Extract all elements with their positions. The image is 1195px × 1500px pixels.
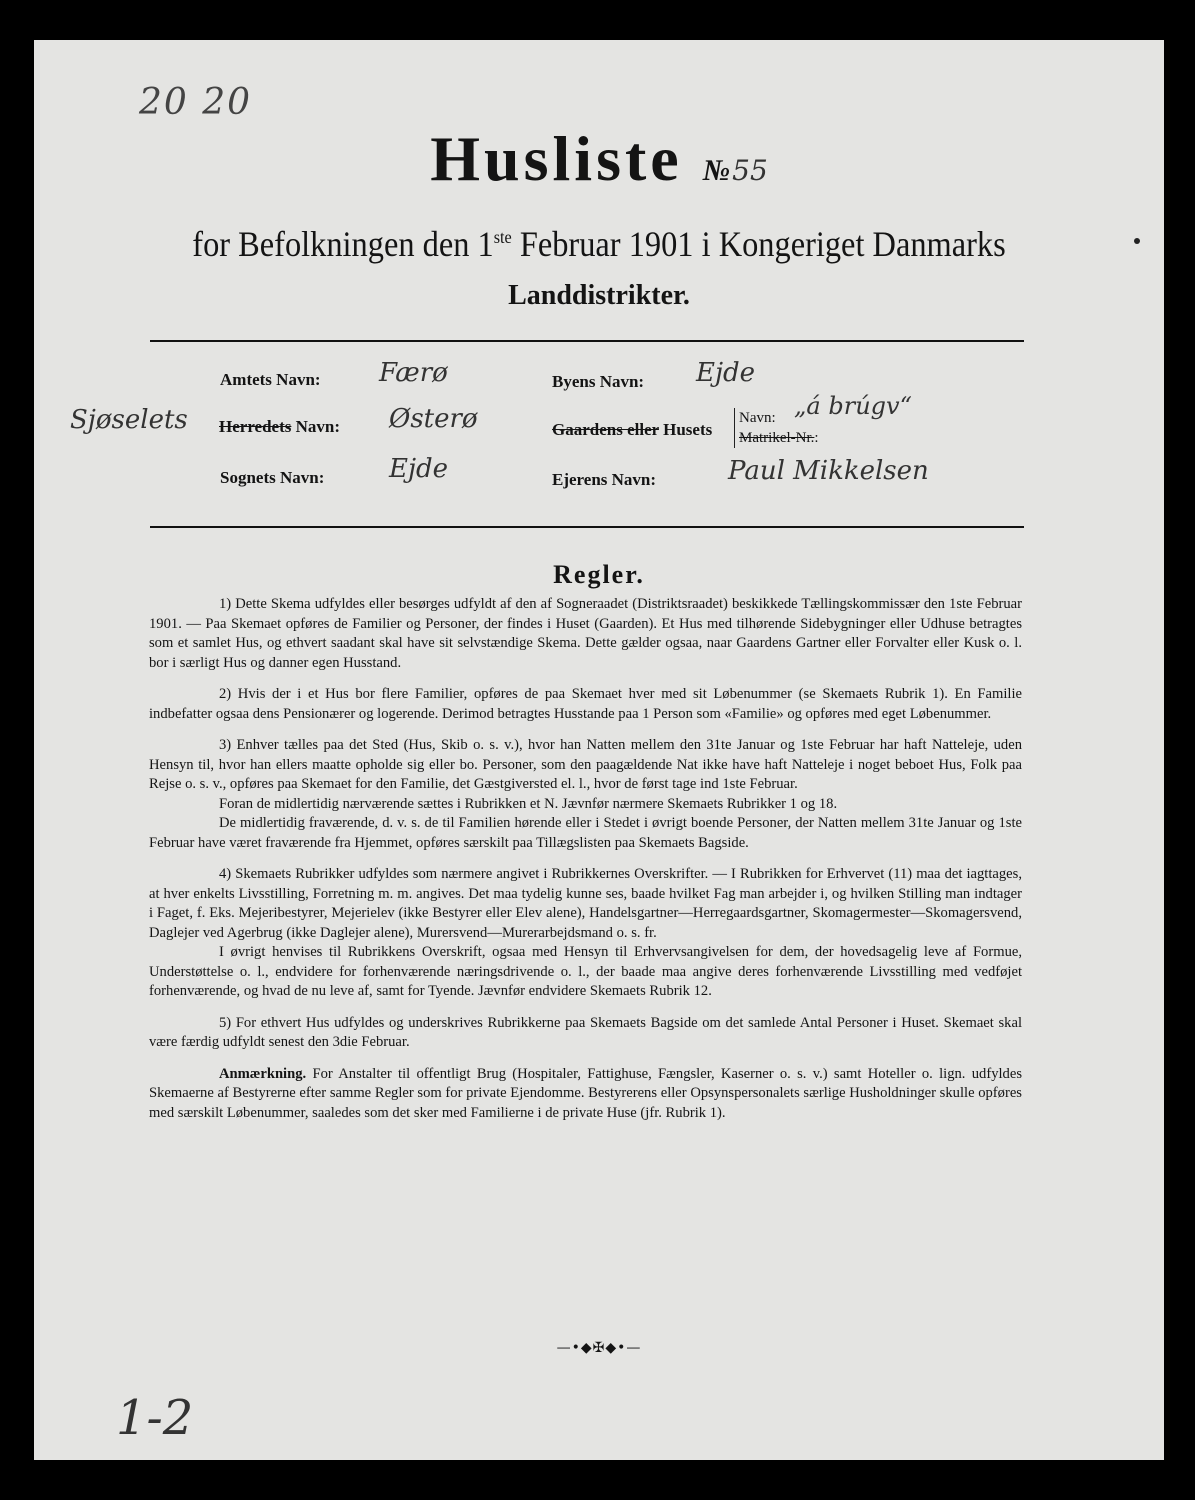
rule-5: 5) For ethvert Hus udfyldes og underskrives Rubrikkerne paa Skemaets Bagside om det samlede Antal Personer i Huset. Skemaet skal være færdig udfyldt senest den 3die Februar. xyxy=(149,1014,1022,1050)
title-number-value: 55 xyxy=(732,154,768,187)
title-number-label: № xyxy=(702,154,731,187)
subtitle-post: Februar 1901 i Kongeriget Danmarks xyxy=(511,224,1006,264)
herred-label xyxy=(219,417,340,437)
region-heading: Landdistrikter. xyxy=(508,280,690,311)
by-label: Byens Navn: xyxy=(552,372,645,391)
rule-1: 1) Dette Skema udfyldes eller besørges udfyldt af den af Sogneraadet (Distriktsraadet) beskikkede Tællingskommissær den 1ste Februar 1901. — Paa Skemaet opføres de Familier og Personer, der findes i Huset (Gaarden). Et Hus med tilhørende Sidebygninger eller Udhuse betragtes som et samlet Hus, og ethvert saadant skal have sit selvstændige Skema. Dette gælder ogsaa, naar Gaardens Gartner eller Forvalter eller Kusk o. l. bor i særligt Hus og danner egen Husstand. xyxy=(149,596,1022,671)
form-title xyxy=(34,122,1164,196)
ejer-value: Paul Mikkelsen xyxy=(728,456,929,486)
herred-label-rest: Navn: xyxy=(291,417,341,436)
margin-handwritten-note: Sjøselets xyxy=(70,405,188,435)
amt-value: Færø xyxy=(379,358,448,388)
herred-value: Østerø xyxy=(389,404,478,434)
regler-body xyxy=(149,595,1022,1135)
gaard-label xyxy=(552,420,712,440)
fields-divider xyxy=(150,526,1024,528)
annotation-label: Anmærkning. xyxy=(219,1065,307,1082)
matrikel-label-struck: Matrikel-Nr. xyxy=(739,430,815,446)
regler-heading: Regler. xyxy=(553,560,645,589)
amt-label: Amtets Navn: xyxy=(220,370,321,389)
rule-4: 4) Skemaets Rubrikker udfyldes som nærmere angivet i Rubrikkernes Overskrifter. — I Rubrikken for Erhvervet (11) maa det iagttages, at hver enkelts Livsstilling, Forretning m. m. angives. Det maa tydelig kunne ses, baade hvilket Fag man arbejder i, og hvilken Stilling man indtager i Faget, f. Eks. Mejeribestyrer, Mejerielev (ikke Bestyrer eller Elev alene), Handelsgartner—Herregaardsgartner, Skomagermester—Skomagersvend, Daglejer ved Agerbrug (ikke Daglejer alene), Murersvend—Murerarbejdsmand o. s. fr. xyxy=(149,866,1022,941)
herred-label-struck: Herredets xyxy=(219,417,292,436)
sogn-label: Sognets Navn: xyxy=(220,468,325,487)
rule-3-fravaerende: De midlertidig fraværende, d. v. s. de til Familien hørende eller i Stedet i øvrigt boende Personer, der Natten mellem 31te Januar og 1ste Februar have været fraværende fra Hjemmet, opføres særskilt paa Tillægslisten paa Skemaets Bagside. xyxy=(149,815,1022,851)
annotation xyxy=(149,1065,1022,1124)
gaard-label-struck: Gaardens eller xyxy=(552,420,659,439)
ink-dot xyxy=(1134,238,1140,244)
gaard-label-rest: Husets xyxy=(658,420,713,439)
rule-3: 3) Enhver tælles paa det Sted (Hus, Skib o. s. v.), hvor han Natten mellem den 31te Januar og 1ste Februar har haft Natteleje, uden Hensyn til, hvor han ellers maatte opholde sig eller bo. Personer, som den paagældende Nat ikke have haft Natteleje i noget beboet Hus, Folk paa Rejse o. s. v., opføres paa Skemaet for den Familie, det Gæstgiversted el. l., hvor de først tage ind 1ste Februar. xyxy=(149,737,1022,792)
sogn-value: Ejde xyxy=(389,454,449,484)
subtitle-pre: for Befolkningen den 1 xyxy=(192,224,494,264)
census-form-page xyxy=(34,40,1164,1460)
annotation-text: For Anstalter til offentligt Brug (Hospitaler, Fattighuse, Fængsler, Kaserner o. s. v.) samt Hoteller o. lign. udfyldes Skemaerne af Bestyrerne efter samme Regler som for private Ejendomme. Bestyrerens eller Opsynspersonalets særlige Husholdninger skulle opføres med særskilt Løbenummer, saaledes som det sker med Familierne i de private Huse (jfr. Rubrik 1). xyxy=(149,1065,1022,1121)
by-value: Ejde xyxy=(696,358,756,388)
title-main: Husliste xyxy=(430,123,683,194)
form-subtitle xyxy=(91,223,1108,265)
rule-4-oevrigt: I øvrigt henvises til Rubrikkens Overskrift, ogsaa med Hensyn til Erhvervsangivelsen for dem, der hovedsagelig leve af Formue, Understøttelse o. l., endvidere for forhenværende næringsdrivende o. l., der baade maa angive deres forhenværende Livsstilling med vedføjet forhenværende, og hvad de nu leve af, samt for Tyende. Jævnfør endvidere Skemaets Rubrik 12. xyxy=(149,944,1022,999)
bottom-handwritten-note: 1-2 xyxy=(116,1390,194,1446)
rule-3-foran: Foran de midlertidig nærværende sættes i Rubrikken et N. Jævnfør nærmere Skemaets Rubrikker 1 og 18. xyxy=(219,795,838,812)
matrikel-label-rest: : xyxy=(814,430,819,446)
ornament: —•◆✠◆•— xyxy=(556,1340,642,1356)
rule-2: 2) Hvis der i et Hus bor flere Familier, opføres de paa Skemaet hver med sit Løbenummer (se Skemaets Rubrik 1). En Familie indbefatter ogsaa dens Pensionærer og logerende. Derimod betragtes Husstande paa 1 Person som «Familie» og opføres med eget Løbenummer. xyxy=(149,686,1022,722)
navn-value: „á brúgv“ xyxy=(794,392,912,420)
subtitle-sup: ste xyxy=(493,227,512,247)
matrikel-row xyxy=(739,428,819,448)
navn-label: Navn: xyxy=(739,410,776,426)
top-divider xyxy=(150,340,1024,342)
ejer-label: Ejerens Navn: xyxy=(552,470,657,489)
corner-handwritten-number: 20 20 xyxy=(139,82,253,123)
